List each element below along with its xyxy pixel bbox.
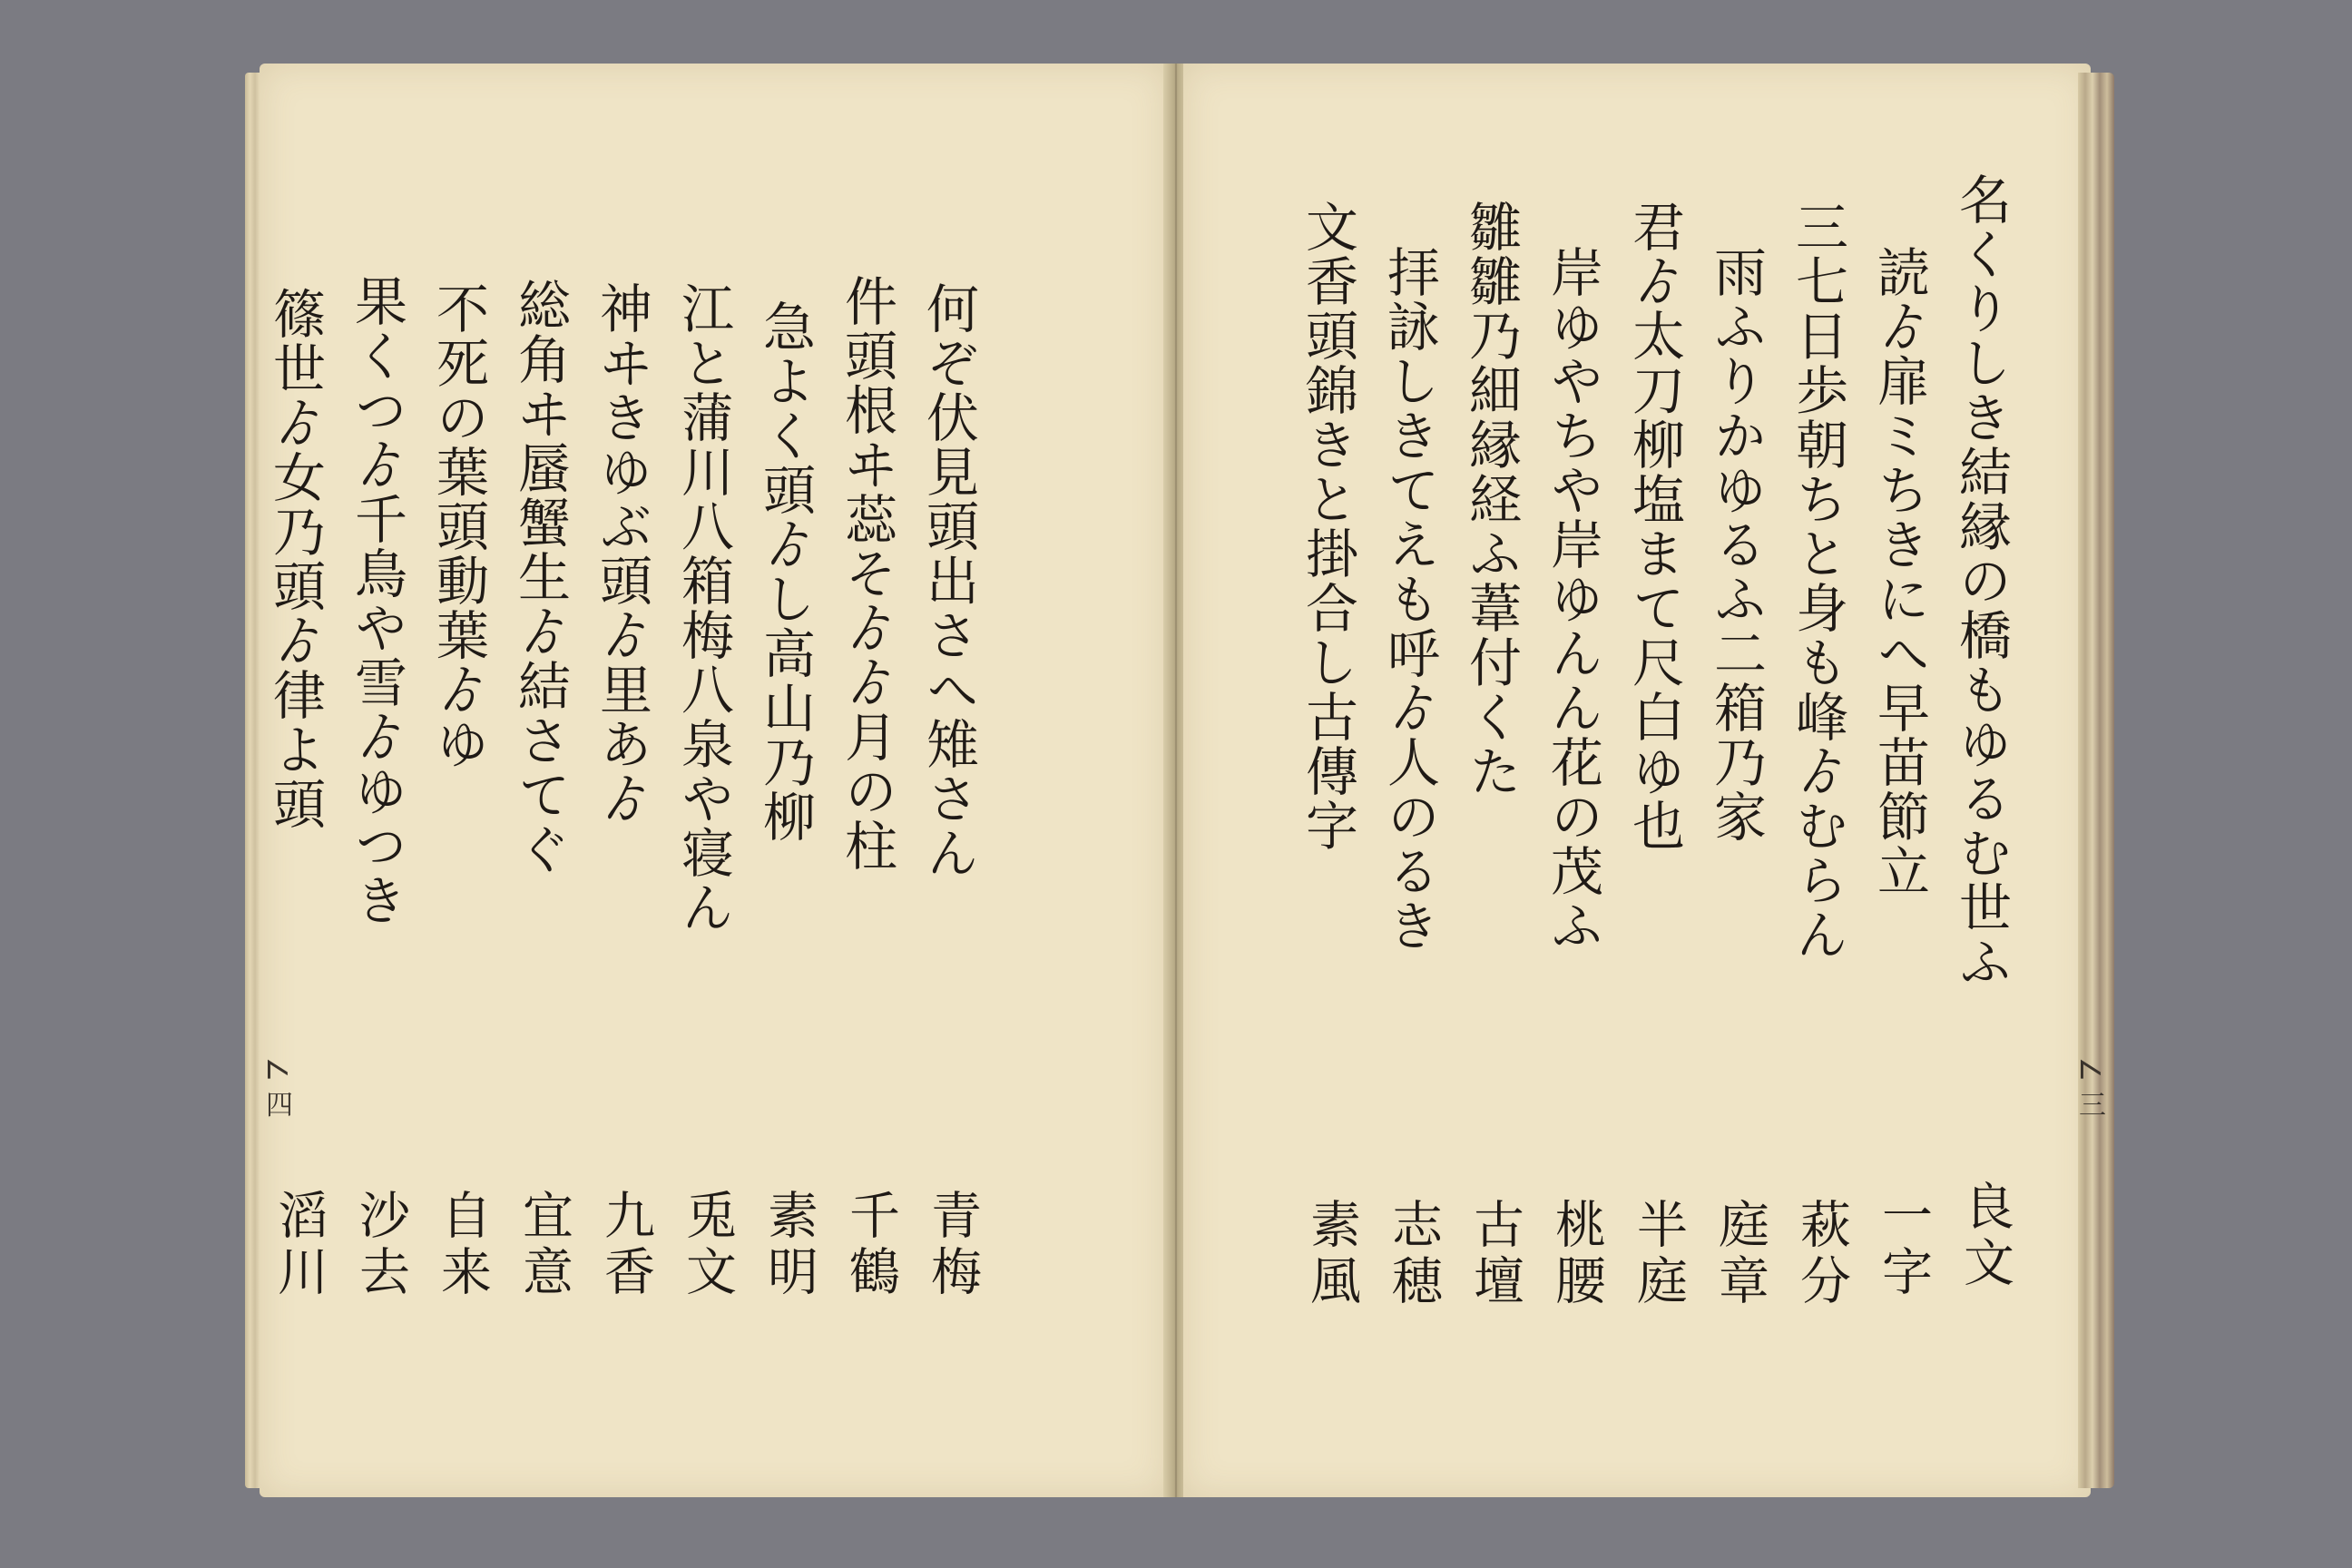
left-verse-column: 江と蒲川八箱梅八泉や寝ん (672, 281, 734, 935)
left-verse-column: 急よく頭ゟし高山乃柳 (754, 299, 816, 844)
left-margin-page-mark: ∠ 四 (260, 1057, 292, 1118)
right-verse-column: 雨ふりかゆるふ二箱乃家 (1705, 245, 1767, 844)
right-author-name: 桃腰 (1547, 1198, 1606, 1310)
right-verse-column: 拝詠しきてえも呼ゟ人のるき (1378, 245, 1440, 953)
right-verse-column: 君ゟ太刀柳塩まて尺白ゆ也 (1623, 200, 1685, 853)
left-verse-column: 神ヰきゆぶ頭ゟ里あゟ (591, 281, 652, 826)
right-verse-column: 文香頭錦きと掛合し古傳字 (1297, 200, 1358, 853)
right-author-name: 古壇 (1465, 1198, 1524, 1310)
right-author-name: 庭章 (1710, 1198, 1769, 1310)
left-verse-column: 果くつゟ千鳥や雪ゟゆつき (346, 274, 407, 927)
left-verse-column: 件頭根ヰ蕊そゟゟ月の柱 (836, 274, 897, 873)
left-verse-column: 何ぞ伏見頭出さへ雉さん (917, 281, 979, 880)
left-author-name: 素明 (760, 1189, 818, 1301)
right-verse-column: 読ゟ扉ミちきにへ早苗節立 (1868, 245, 1930, 898)
left-author-name: 沙去 (351, 1189, 410, 1301)
left-author-name: 千鶴 (841, 1189, 900, 1301)
right-verse-column: 岸ゆやちや岸ゆんん花の茂ふ (1542, 245, 1603, 953)
left-verse-column: 不死の葉頭動葉ゟゆ (427, 281, 489, 771)
right-author-name: 一字 (1874, 1189, 1933, 1301)
right-verse-column: 三七日歩朝ちと身も峰ゟむらん (1787, 200, 1848, 962)
left-author-name: 兎文 (678, 1189, 737, 1301)
open-book (245, 54, 2114, 1515)
right-verse-column: 雛雛乃細縁経ふ葦付くた (1460, 200, 1522, 799)
left-verse-column: 総角ヰ蜃蟹生ゟ結さてぐ (509, 278, 571, 877)
left-verse-column: 篠世ゟ女乃頭ゟ律よ頭 (264, 287, 326, 831)
left-author-name: 宜意 (514, 1189, 573, 1301)
right-margin-page-mark: ∠ 三 (2073, 1057, 2105, 1118)
left-author-name: 自来 (433, 1189, 492, 1301)
right-verse-column: 名くりしき結縁の橋もゆるむ世ふ (1950, 172, 2012, 989)
left-author-name: 青梅 (923, 1189, 982, 1301)
right-author-name: 半庭 (1629, 1198, 1688, 1310)
right-author-name: 素風 (1302, 1198, 1361, 1310)
left-page (260, 64, 1167, 1497)
right-page-stack-edge (2078, 73, 2114, 1488)
right-author-name: 良文 (1955, 1180, 2014, 1292)
left-author-name: 九香 (596, 1189, 655, 1301)
right-page (1183, 64, 2091, 1497)
right-author-name: 志穂 (1384, 1198, 1443, 1310)
left-author-name: 滔川 (270, 1189, 328, 1301)
right-author-name: 萩分 (1792, 1198, 1851, 1310)
